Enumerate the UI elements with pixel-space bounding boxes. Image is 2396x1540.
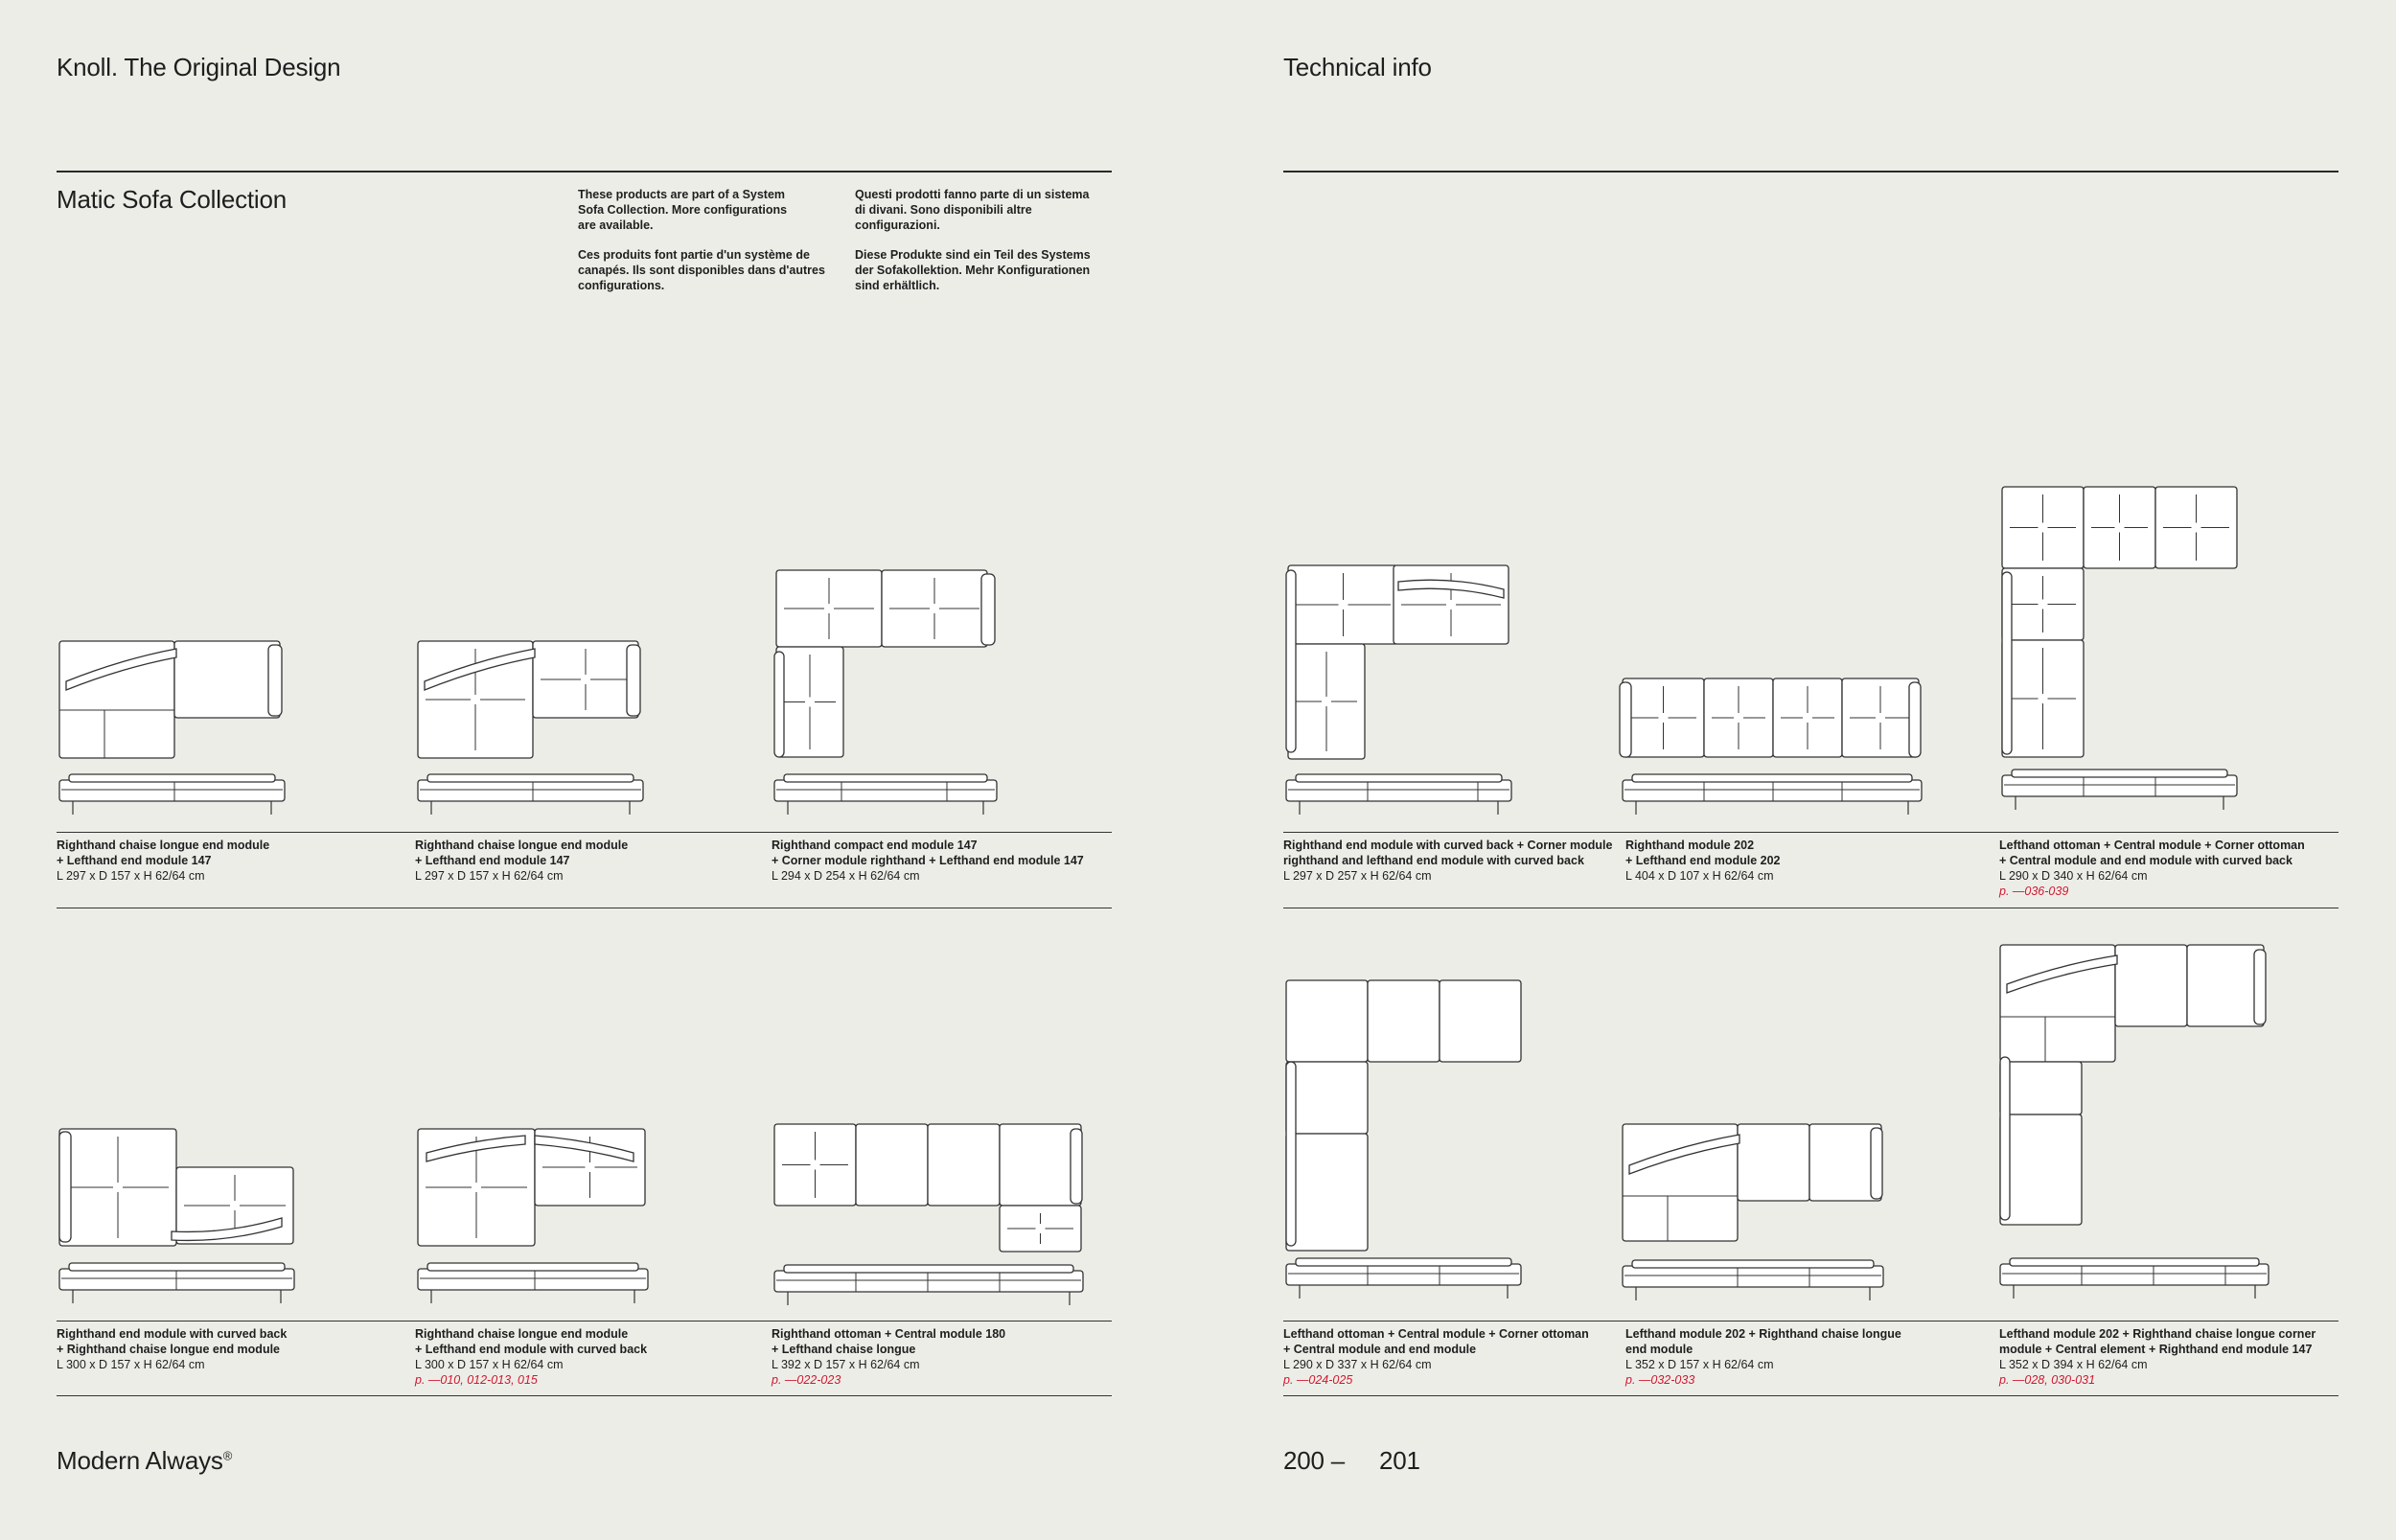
sofa-drawing-9 (772, 1121, 1088, 1313)
product-title: Lefthand ottoman + Central module + Corner ottoman + Central module and end module (1283, 1327, 1589, 1356)
product-dimensions: L 297 x D 157 x H 62/64 cm (57, 869, 205, 883)
page-reference-link[interactable]: p. —010, 012-013, 015 (415, 1373, 538, 1387)
product-caption-6 (1999, 838, 2305, 899)
page-number-right: 201 (1379, 1446, 1420, 1475)
product-caption-8 (415, 1326, 647, 1388)
section-title: Matic Sofa Collection (57, 185, 288, 214)
sofa-drawing-12 (1997, 942, 2285, 1316)
product-dimensions: L 297 x D 157 x H 62/64 cm (415, 869, 564, 883)
row2-caption-top-right (1283, 1321, 2338, 1322)
footer-tagline (57, 1446, 232, 1476)
product-title: Righthand chaise longue end module + Lefthand end module with curved back (415, 1327, 648, 1356)
product-caption-5 (1625, 838, 1781, 884)
product-dimensions: L 352 x D 157 x H 62/64 cm (1625, 1358, 1774, 1371)
page-number-left: 200 – (1283, 1446, 1346, 1475)
product-title: Righthand chaise longue end module + Lefthand end module 147 (57, 839, 270, 867)
intro-it: Questi prodotti fanno parte di un sistema di divani. Sono disponibili altre configurazioni. (855, 188, 1090, 232)
intro-en: These products are part of a System Sofa Collection. More configurations are available. (578, 188, 788, 232)
page-reference-link[interactable]: p. —028, 030-031 (1999, 1373, 2096, 1387)
page-reference-link[interactable]: p. —036-039 (1999, 885, 2069, 898)
intro-column-2 (855, 187, 1114, 308)
product-dimensions: L 352 x D 394 x H 62/64 cm (1999, 1358, 2148, 1371)
sofa-drawing-11 (1620, 1121, 1907, 1313)
product-title: Lefthand module 202 + Righthand chaise longue corner module + Central element + Righthand end module 147 (1999, 1327, 2316, 1356)
sofa-drawing-5 (1620, 671, 1936, 819)
product-caption-7 (57, 1326, 287, 1372)
product-caption-9 (772, 1326, 1005, 1388)
brand-title: Knoll. The Original Design (57, 53, 341, 81)
intro-fr: Ces produits font partie d'un système de canapés. Ils sont disponibles dans d'autres configurations. (578, 248, 825, 292)
header-divider-right (1283, 171, 2338, 172)
product-dimensions: L 294 x D 254 x H 62/64 cm (772, 869, 920, 883)
row1-caption-top-right (1283, 832, 2338, 833)
intro-de: Diese Produkte sind ein Teil des Systems der Sofakollektion. Mehr Konfigurationen sind erhältlich. (855, 248, 1091, 292)
product-caption-2 (415, 838, 628, 884)
product-dimensions: L 300 x D 157 x H 62/64 cm (415, 1358, 564, 1371)
sofa-drawing-6 (1999, 484, 2248, 819)
row2-caption-bottom-left (57, 1395, 1112, 1396)
footer-tagline-text: Modern Always (57, 1446, 223, 1475)
product-dimensions: L 290 x D 337 x H 62/64 cm (1283, 1358, 1432, 1371)
sofa-drawing-1 (57, 637, 296, 819)
page-reference-link[interactable]: p. —022-023 (772, 1373, 841, 1387)
product-caption-10 (1283, 1326, 1589, 1388)
product-title: Lefthand ottoman + Central module + Corner ottoman + Central module and end module with curved back (1999, 839, 2305, 867)
product-dimensions: L 290 x D 340 x H 62/64 cm (1999, 869, 2148, 883)
product-title: Righthand end module with curved back + Righthand chaise longue end module (57, 1327, 288, 1356)
sofa-drawing-2 (415, 637, 655, 819)
product-caption-12 (1999, 1326, 2315, 1388)
page-reference-link[interactable]: p. —024-025 (1283, 1373, 1353, 1387)
product-title: Lefthand module 202 + Righthand chaise longue end module (1625, 1327, 1901, 1356)
sofa-drawing-8 (415, 1126, 655, 1313)
product-title: Righthand chaise longue end module + Lefthand end module 147 (415, 839, 629, 867)
product-caption-11 (1625, 1326, 1901, 1388)
product-dimensions: L 297 x D 257 x H 62/64 cm (1283, 869, 1432, 883)
product-caption-1 (57, 838, 269, 884)
intro-column-1 (578, 187, 837, 308)
registered-mark: ® (222, 1448, 233, 1463)
header-divider-left (57, 171, 1112, 172)
product-dimensions: L 300 x D 157 x H 62/64 cm (57, 1358, 205, 1371)
product-caption-4 (1283, 838, 1612, 884)
row1-caption-top-left (57, 832, 1112, 833)
product-title: Righthand compact end module 147 + Corner module righthand + Lefthand end module 147 (772, 839, 1084, 867)
product-title: Righthand module 202 + Lefthand end module 202 (1625, 839, 1781, 867)
product-title: Righthand end module with curved back + Corner module righthand and lefthand end module with curved back (1283, 839, 1613, 867)
row2-caption-bottom-right (1283, 1395, 2338, 1396)
row2-caption-top-left (57, 1321, 1112, 1322)
product-dimensions: L 404 x D 107 x H 62/64 cm (1625, 869, 1774, 883)
product-dimensions: L 392 x D 157 x H 62/64 cm (772, 1358, 920, 1371)
sofa-drawing-3 (772, 565, 1011, 824)
page-reference-link[interactable]: p. —032-033 (1625, 1373, 1695, 1387)
sofa-drawing-7 (57, 1126, 306, 1313)
product-title: Righthand ottoman + Central module 180 + Lefthand chaise longue (772, 1327, 1006, 1356)
sofa-drawing-4 (1283, 561, 1523, 819)
sofa-drawing-10 (1283, 977, 1532, 1313)
product-caption-3 (772, 838, 1084, 884)
technical-info-title: Technical info (1283, 53, 1432, 81)
